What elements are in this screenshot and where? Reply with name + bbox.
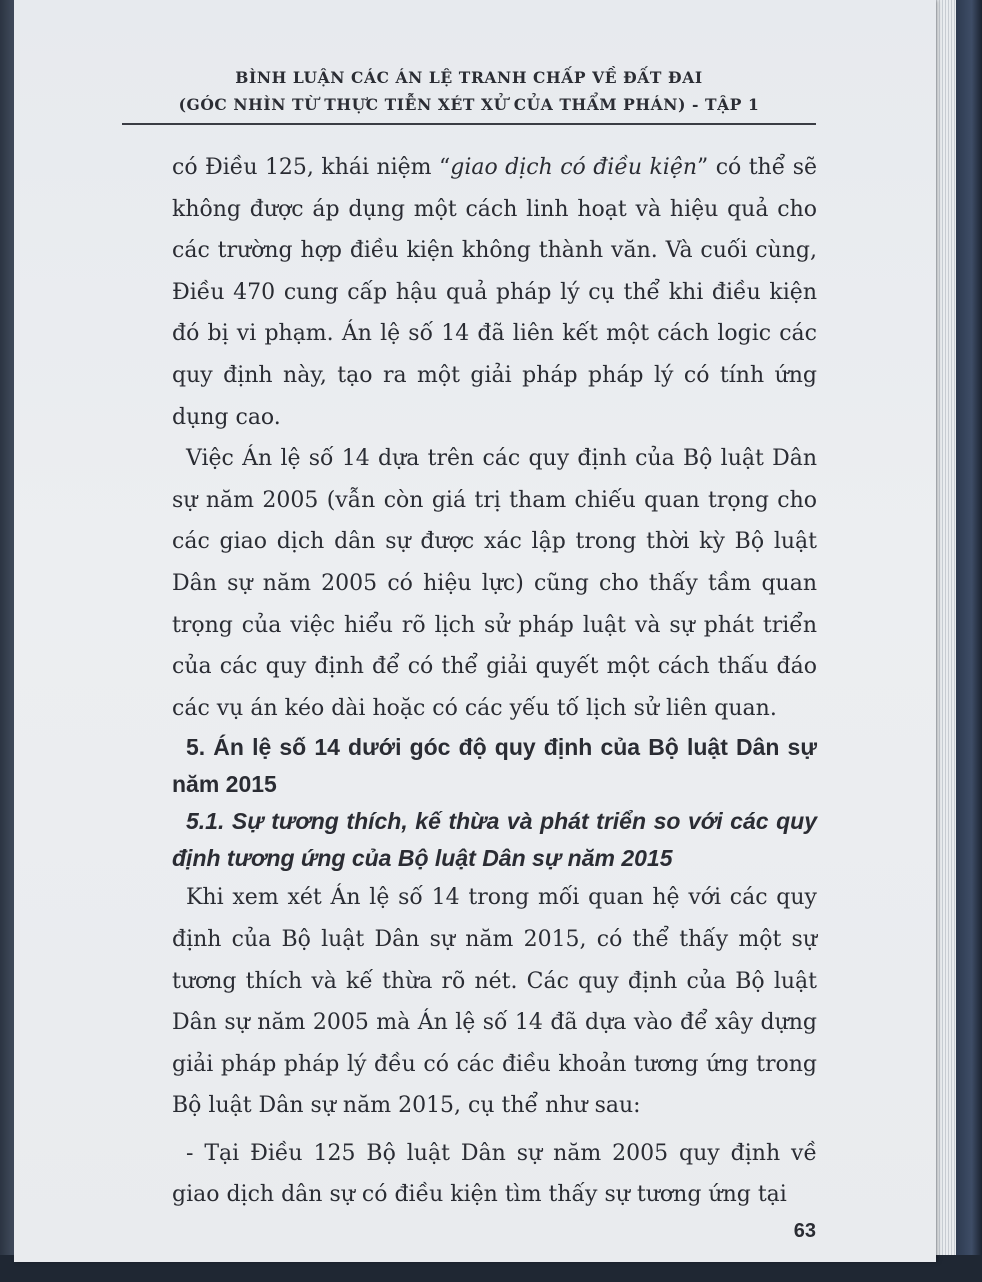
paragraph-2: Việc Án lệ số 14 dựa trên các quy định của Bộ luật Dân sự năm 2005 (vẫn còn giá trị tham chiếu quan trọng cho các giao dịch dân sự được xác lập trong thời kỳ Bộ luật Dân sự năm 2005 có hiệu lực) cũng cho thấy tầm quan trọng của việc hiểu rõ lịch sử pháp luật và sự phát triển của các quy định để có thể giải quyết một cách thấu đáo các vụ án kéo dài hoặc có các yếu tố lịch sử liên quan. [172, 446, 817, 721]
subsection-heading-5-1: 5.1. Sự tương thích, kế thừa và phát triển so với các quy định tương ứng của Bộ luật Dân sự năm 2015 [172, 808, 817, 872]
paragraph-1 [172, 147, 817, 438]
running-header-line-1: BÌNH LUẬN CÁC ÁN LỆ TRANH CHẤP VỀ ĐẤT ĐAI [235, 68, 703, 87]
paragraph-1-rest: ” có thể sẽ không được áp dụng một cách linh hoạt và hiệu quả cho các trường hợp điều kiện không thành văn. Và cuối cùng, Điều 470 cung cấp hậu quả pháp lý cụ thể khi điều kiện đó bị vi phạm. Án lệ số 14 đã liên kết một cách logic các quy định này, tạo ra một giải pháp pháp lý có tính ứng dụng cao. [172, 155, 818, 430]
section-heading-5: 5. Án lệ số 14 dưới góc độ quy định của Bộ luật Dân sự năm 2015 [172, 734, 817, 798]
book-cover-edge [956, 0, 982, 1282]
running-header-line-2: (GÓC NHÌN TỪ THỰC TIỄN XÉT XỬ CỦA THẨM PHÁN) - TẬP 1 [178, 95, 760, 114]
page-number: 63 [793, 1220, 816, 1242]
running-header [124, 64, 814, 118]
header-rule [122, 123, 816, 125]
paragraph-4: - Tại Điều 125 Bộ luật Dân sự năm 2005 quy định về giao dịch dân sự có điều kiện tìm thấy sự tương ứng tại [172, 1140, 817, 1208]
paragraph-1-start: có Điều 125, khái niệm “ [172, 155, 451, 180]
paragraph-3: Khi xem xét Án lệ số 14 trong mối quan hệ với các quy định của Bộ luật Dân sự năm 2015, có thể thấy một sự tương thích và kế thừa rõ nét. Các quy định của Bộ luật Dân sự năm 2005 mà Án lệ số 14 đã dựa vào để xây dựng giải pháp pháp lý đều có các điều khoản tương ứng trong Bộ luật Dân sự năm 2015, cụ thể như sau: [172, 885, 817, 1119]
page-content [172, 147, 817, 1216]
book-page [14, 0, 936, 1262]
paragraph-1-italic-term: giao dịch có điều kiện [450, 155, 698, 180]
